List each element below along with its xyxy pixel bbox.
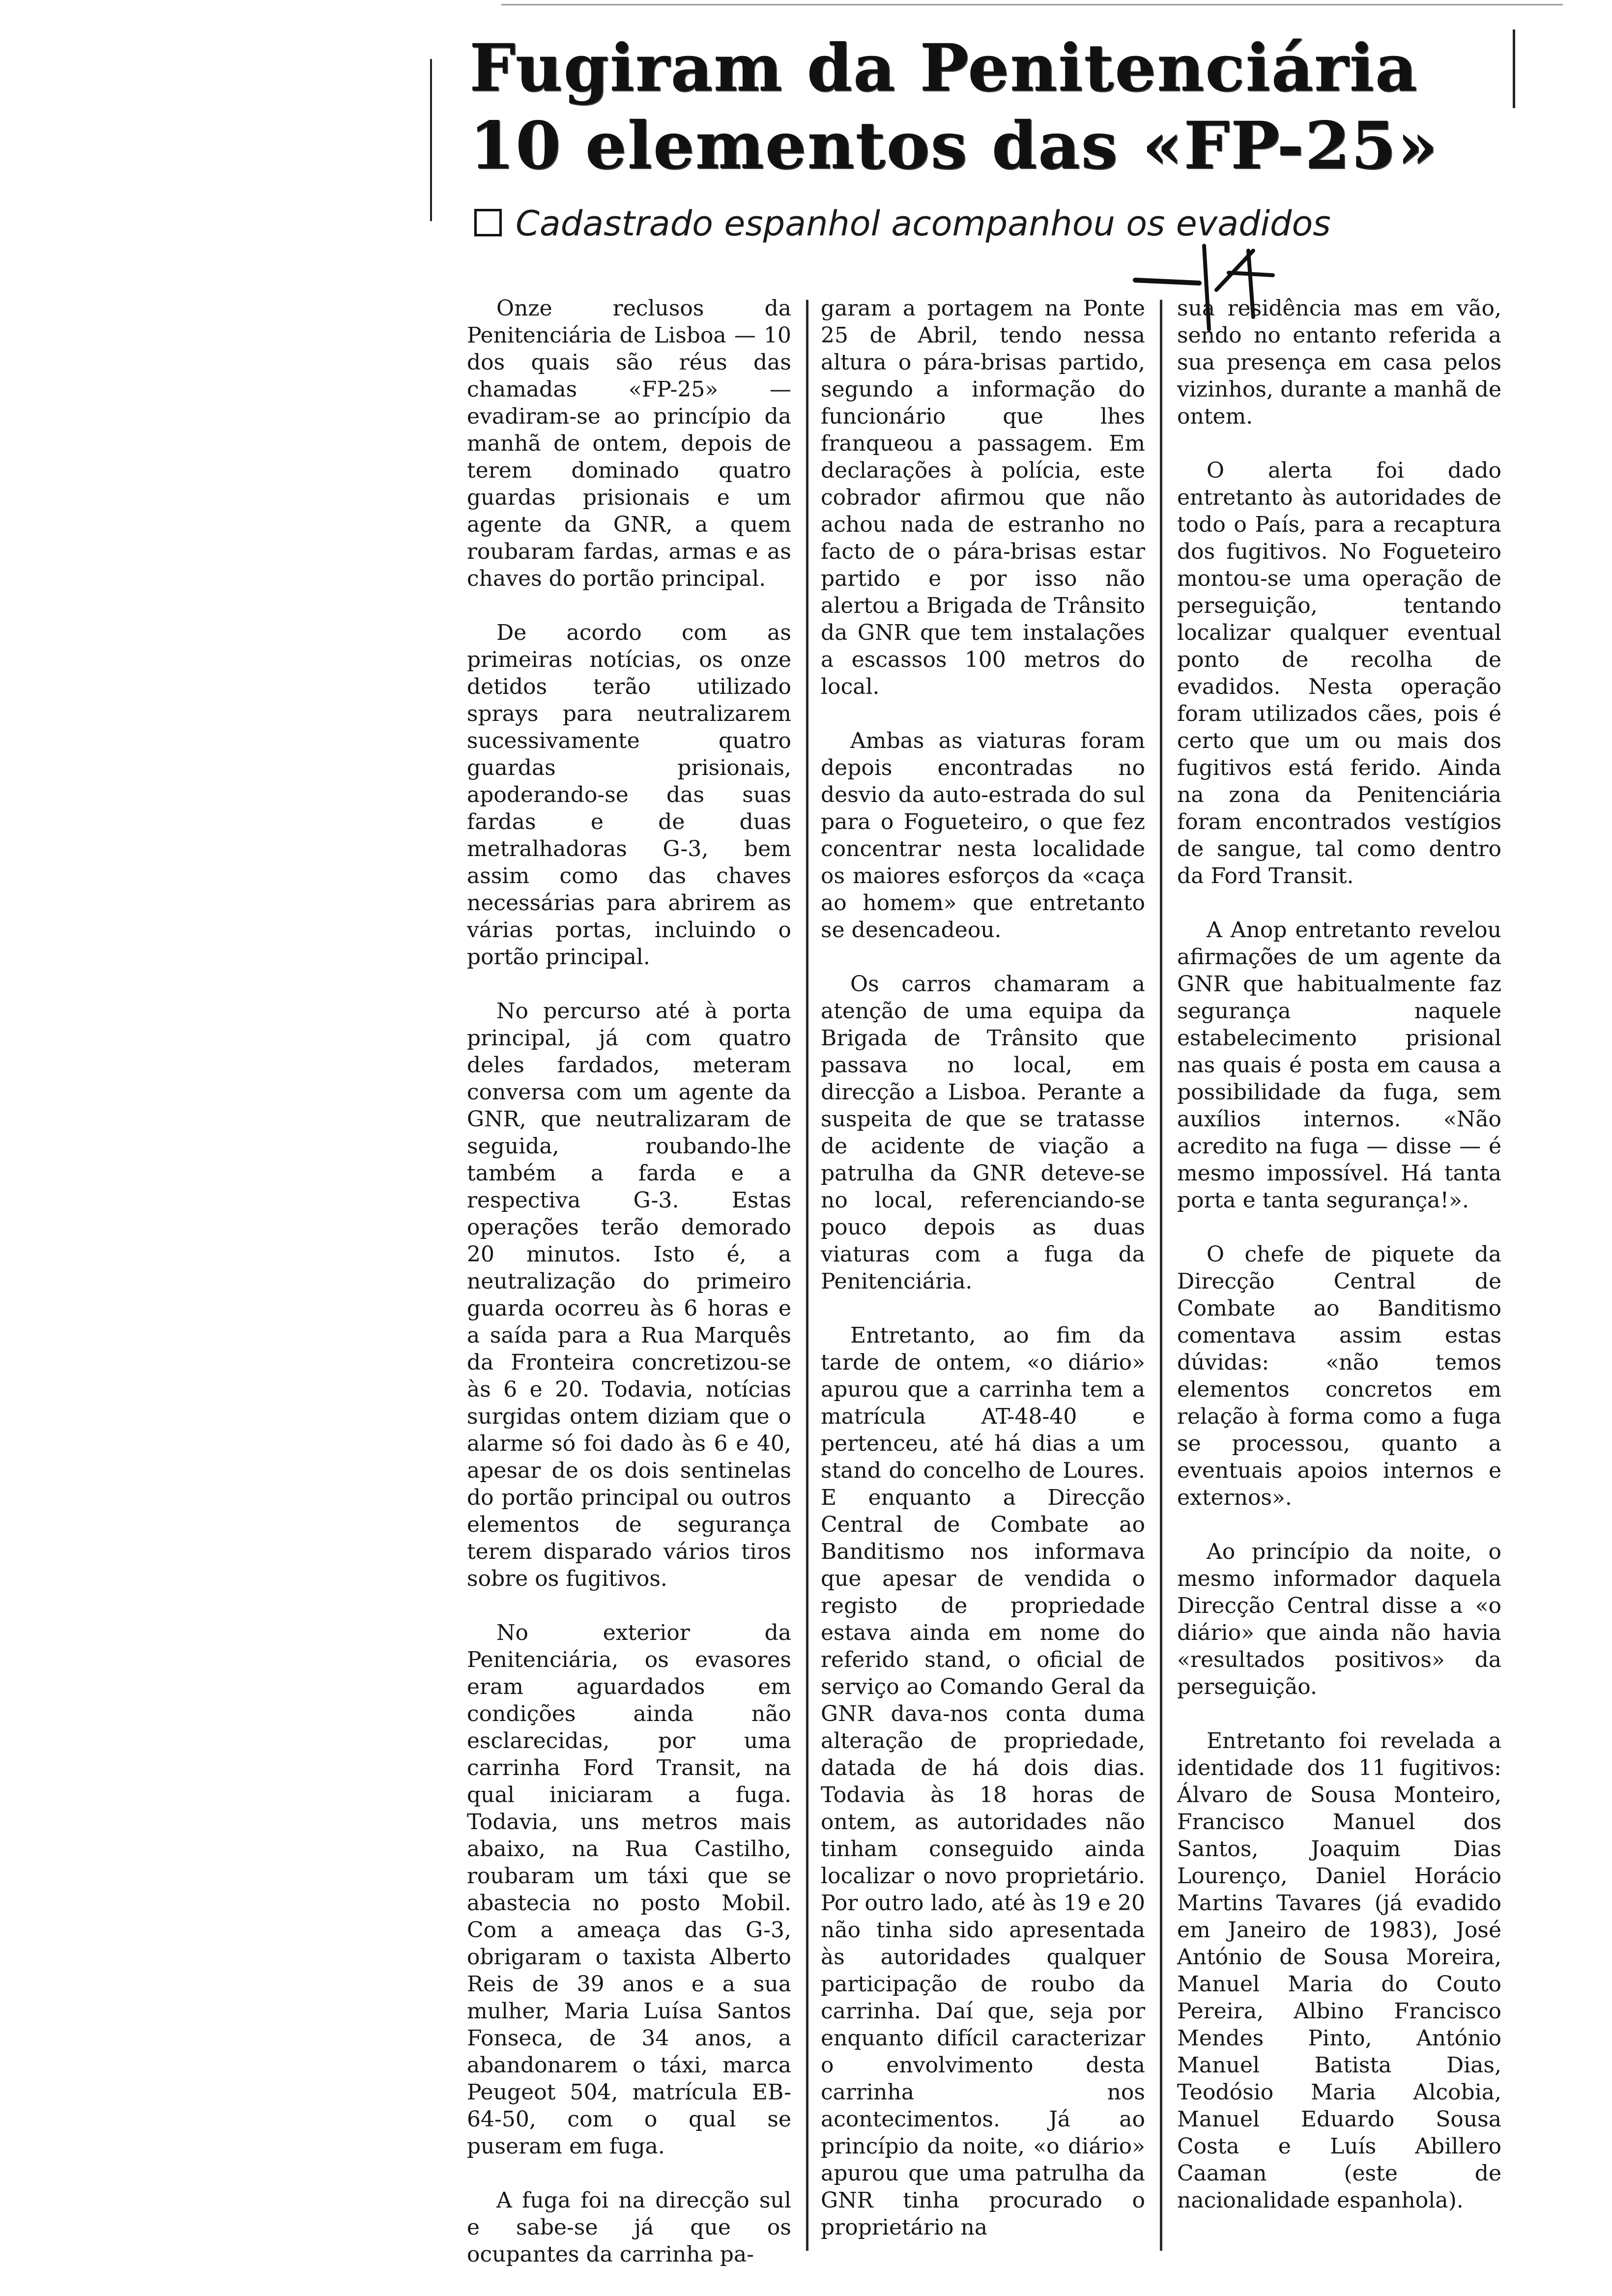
column-rule-2 <box>1160 300 1162 2251</box>
article-column-1 <box>467 295 791 2268</box>
headline <box>469 29 1511 185</box>
paragraph: Os carros chamaram a atenção de uma equipa da Brigada de Trânsito que passava no local, em direcção a Lisboa. Perante a suspeita de que se tratasse de acidente de viação a patrulha da GNR deteve-se no local, referenciando-se pouco depois as duas viaturas com a fuga da Penitenciária. <box>821 972 1145 1294</box>
subheadline <box>474 201 1506 246</box>
column-rule-1 <box>806 300 808 2251</box>
paragraph: Ambas as viaturas foram depois encontradas no desvio da auto-estrada do sul para o Fogueteiro, o que fez concentrar nesta localidade os maiores esforços da «caça ao homem» que entretanto se desencadeou. <box>821 728 1145 943</box>
article-column-2 <box>821 295 1145 2241</box>
paragraph: A fuga foi na direcção sul e sabe-se já que os ocupantes da carrinha pa- <box>467 2188 791 2267</box>
article-column-3 <box>1177 295 1501 2214</box>
paragraph: Onze reclusos da Penitenciária de Lisboa — 10 dos quais são réus das chamadas «FP-25» — evadiram-se ao princípio da manhã de ontem, depois de terem dominado quatro guardas prisionais e um agente da GNR, a quem roubaram fardas, armas e as chaves do portão principal. <box>467 296 791 591</box>
subheadline-text: Cadastrado espanhol acompanhou os evadidos <box>516 203 1331 244</box>
paragraph: No exterior da Penitenciária, os evasores eram aguardados em condições ainda não esclarecidas, por uma carrinha Ford Transit, na qual iniciaram a fuga. Todavia, uns metros mais abaixo, na Rua Castilho, roubaram um táxi que se abastecia no posto Mobil. Com a ameaça das G-3, obrigaram o taxista Alberto Reis de 39 anos e a sua mulher, Maria Luísa Santos Fonseca, de 34 anos, a abandonarem o táxi, marca Peugeot 504, matrícula EB-64-50, com o qual se puseram em fuga. <box>467 1620 791 2159</box>
paragraph: sua residência mas em vão, sendo no entanto referida a sua presença em casa pelos vizinhos, durante a manhã de ontem. <box>1177 296 1501 429</box>
paragraph: O chefe de piquete da Direcção Central de Combate ao Banditismo comentava assim estas dúvidas: «não temos elementos concretos em relação à forma como a fuga se processou, quanto a eventuais apoios internos e externos». <box>1177 1242 1501 1510</box>
paragraph: O alerta foi dado entretanto às autoridades de todo o País, para a recaptura dos fugitivos. No Fogueteiro montou-se uma operação de perseguição, tentando localizar qualquer eventual ponto de recolha de evadidos. Nesta operação foram utilizados cães, pois é certo que um ou mais dos fugitivos está ferido. Ainda na zona da Penitenciária foram encontrados vestígios de sangue, tal como dentro da Ford Transit. <box>1177 458 1501 889</box>
headline-left-rule <box>430 59 432 221</box>
headline-line-2: 10 elementos das «FP-25» <box>469 108 1439 184</box>
paragraph: Entretanto foi revelada a identidade dos 11 fugitivos: Álvaro de Sousa Monteiro, Francisco Manuel dos Santos, Joaquim Dias Lourenço, Daniel Horácio Martins Tavares (já evadido em Janeiro de 1983), José António de Sousa Moreira, Manuel Maria do Couto Pereira, Albino Francisco Mendes Pinto, António Manuel Batista Dias, Teodósio Maria Alcobia, Manuel Eduardo Sousa Costa e Luís Abillero Caaman (este de nacionalidade espanhola). <box>1177 1728 1501 2213</box>
paragraph: garam a portagem na Ponte 25 de Abril, tendo nessa altura o pára-brisas partido, segundo a informação do funcionário que lhes franqueou a passagem. Em declarações à polícia, este cobrador afirmou que não achou nada de estranho no facto de o pára-brisas estar partido e por isso não alertou a Brigada de Trânsito da GNR que tem instalações a escassos 100 metros do local. <box>821 296 1145 699</box>
checkbox-square-icon <box>474 209 502 236</box>
paragraph: No percurso até à porta principal, já com quatro deles fardados, meteram conversa com um agente da GNR, que neutralizaram de seguida, roubando-lhe também a farda e a respectiva G-3. Estas operações terão demorado 20 minutos. Isto é, a neutralização do primeiro guarda ocorreu às 6 horas e a saída para a Rua Marquês da Fronteira concretizou-se às 6 e 20. Todavia, notícias surgidas ontem diziam que o alarme só foi dado às 6 e 40, apesar de os dois sentinelas do portão principal ou outros elementos de segurança terem disparado vários tiros sobre os fugitivos. <box>467 999 791 1591</box>
paragraph: De acordo com as primeiras notícias, os onze detidos terão utilizado sprays para neutralizarem sucessivamente quatro guardas prisionais, apoderando-se das suas fardas e de duas metralhadoras G-3, bem assim como das chaves necessárias para abrirem as várias portas, incluindo o portão principal. <box>467 620 791 970</box>
headline-line-1: Fugiram da Penitenciária <box>469 30 1418 106</box>
paragraph: A Anop entretanto revelou afirmações de um agente da GNR que habitualmente faz segurança naquele estabelecimento prisional nas quais é posta em causa a possibilidade da fuga, sem auxílios internos. «Não acredito na fuga — disse — é mesmo impossível. Há tanta porta e tanta segurança!». <box>1177 918 1501 1213</box>
scan-right-bar <box>1513 29 1515 108</box>
paragraph: Ao princípio da noite, o mesmo informador daquela Direcção Central disse a «o diário» que ainda não havia «resultados positivos» da perseguição. <box>1177 1539 1501 1699</box>
paragraph: Entretanto, ao fim da tarde de ontem, «o diário» apurou que a carrinha tem a matrícula AT-48-40 e pertenceu, até há dias a um stand do concelho de Loures. E enquanto a Direcção Central de Combate ao Banditismo nos informava que apesar de vendida o registo de propriedade estava ainda em nome do referido stand, o oficial de serviço ao Comando Geral da GNR dava-nos conta duma alteração de propriedade, datada de há dois dias. Todavia às 18 horas de ontem, as autoridades não tinham conseguido ainda localizar o novo proprietário. Por outro lado, até às 19 e 20 não tinha sido apresentada às autoridades qualquer participação de roubo da carrinha. Daí que, seja por enquanto difícil caracterizar o envolvimento desta carrinha nos acontecimentos. Já ao princípio da noite, «o diário» apurou que uma patrulha da GNR tinha procurado o proprietário na <box>821 1323 1145 2240</box>
scan-top-rule <box>501 4 1563 5</box>
